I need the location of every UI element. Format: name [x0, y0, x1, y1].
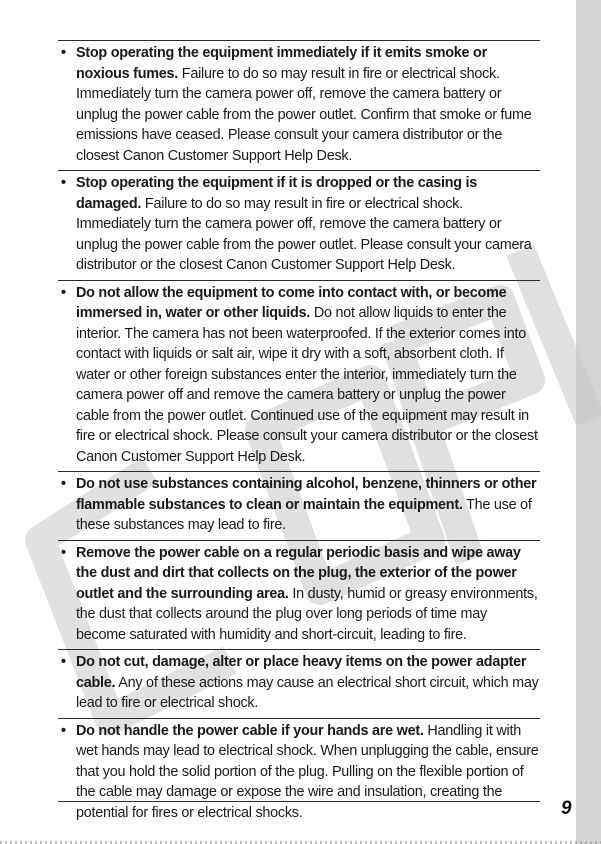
list-item: [58, 718, 540, 828]
item-body: Failure to do so may result in fire or electrical shock. Immediately turn the camera power off, remove the camera battery or unplug the power cable from the power outlet. Confirm that smoke or fume emissions have ceased. Please consult your camera distributor or the closest Canon Customer Support Help Desk.: [76, 65, 532, 164]
bullet: •: [61, 544, 66, 561]
list-item: [58, 40, 540, 170]
item-lead: Remove the power cable on a regular periodic basis and wipe away the dust and dirt that collects on the plug, the exterior of the power outlet and the surrounding area.: [76, 544, 521, 602]
item-lead: Stop operating the equipment immediately if it emits smoke or noxious fumes.: [76, 45, 487, 82]
bullet: •: [61, 476, 66, 492]
item-lead: Stop operating the equipment if it is dropped or the casing is damaged.: [76, 175, 478, 212]
page-number: 9: [561, 798, 572, 819]
list-item: [58, 280, 540, 472]
item-lead: Do not use substances containing alcohol, benzene, thinners or other flammable substances to clean or maintain the equipment.: [76, 476, 537, 513]
bullet: •: [61, 654, 66, 670]
item-body: The use of these substances may lead to fire.: [76, 496, 532, 533]
bullet: •: [61, 284, 66, 301]
list-item: [58, 540, 540, 650]
item-body: Handling it with wet hands may lead to electrical shock. When unplugging the cable, ensure that you hold the solid portion of the plug. Pulling on the flexible portion of the cable may damage or expose the wire and insulation, creating the potential for fires or electrical shocks.: [76, 722, 539, 821]
safety-precautions-list: [58, 40, 540, 827]
side-tab: [576, 0, 601, 844]
item-lead: Do not handle the power cable if your hands are wet.: [76, 722, 424, 739]
item-body: Do not allow liquids to enter the interior. The camera has not been waterproofed. If the exterior comes into contact with liquids or salt air, wipe it dry with a soft, absorbent cloth. If water or other foreign substances enter the interior, immediately turn the camera power off and remove the camera battery or unplug the power cable from the power outlet. Continued use of the equipment may result in fire or electrical shock. Please consult your camera distributor or the closest Canon Customer Support Help Desk.: [76, 305, 538, 465]
item-lead: Do not cut, damage, alter or place heavy items on the power adapter cable.: [76, 654, 527, 691]
item-body: In dusty, humid or greasy environments, the dust that collects around the plug over long periods of time may become saturated with humidity and short-circuit, leading to fire.: [76, 585, 538, 643]
item-body: Any of these actions may cause an electrical short circuit, which may lead to fire or electrical shock.: [76, 674, 539, 711]
bullet: •: [61, 722, 66, 739]
list-item: [58, 471, 540, 540]
bullet: •: [61, 175, 66, 191]
bottom-rule: [58, 801, 540, 802]
list-item: [58, 649, 540, 718]
list-item: [58, 170, 540, 280]
item-lead: Do not allow the equipment to come into contact with, or become immersed in, water or other liquids.: [76, 284, 507, 321]
item-body: Failure to do so may result in fire or electrical shock. Immediately turn the camera power off, remove the camera battery or unplug the power cable from the power outlet. Please consult your camera distributor or the closest Canon Customer Support Help Desk.: [76, 195, 532, 273]
bullet: •: [61, 45, 66, 61]
